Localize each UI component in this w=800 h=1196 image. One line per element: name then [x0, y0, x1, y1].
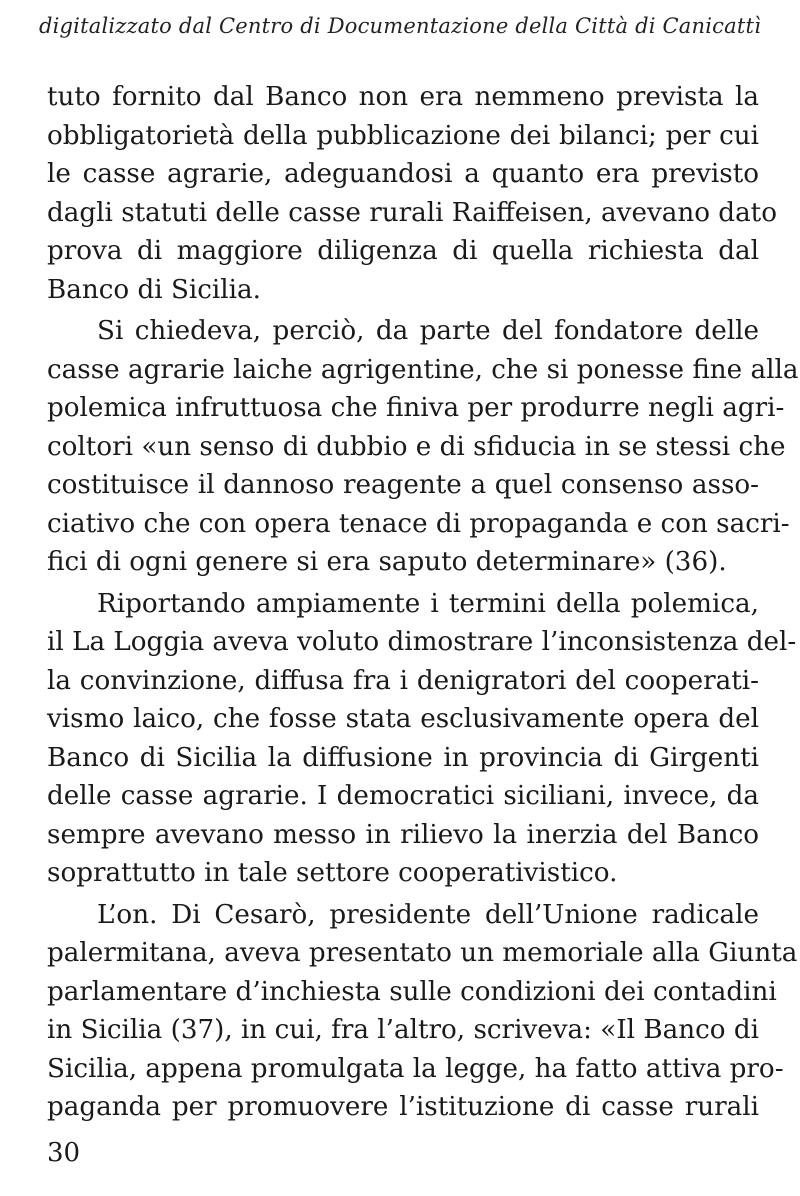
- text-line: coltori «un senso di dubbio e di sfiducia in se stessi che: [47, 431, 786, 462]
- text-line: in Sicilia (37), in cui, fra l’altro, scriveva: «Il Banco di: [47, 1015, 759, 1045]
- text-line: L’on. Di Cesarò, presidente dell’Unione radicale: [97, 899, 759, 930]
- text-line: Sicilia, appena promulgata la legge, ha fatto attiva pro-: [47, 1053, 784, 1084]
- text-line: parlamentare d’inchiesta sulle condizioni dei contadini: [47, 976, 777, 1007]
- text-line: paganda per promuovere l’istituzione di casse rurali: [47, 1092, 759, 1122]
- text-line: polemica infruttuosa che finiva per produrre negli agri-: [47, 393, 785, 423]
- text-line: prova di maggiore diligenza di quella richiesta dal: [47, 236, 759, 266]
- text-line: la convinzione, diffusa fra i denigratori del cooperati-: [47, 665, 759, 696]
- text-line: soprattutto in tale settore cooperativistico.: [47, 858, 618, 888]
- watermark-text: digitalizzato dal Centro di Documentazione della Città di Canicattì: [38, 14, 762, 38]
- text-line: sempre avevano messo in rilievo la inerzia del Banco: [47, 819, 759, 850]
- text-line: Banco di Sicilia la diffusione in provincia di Girgenti: [47, 742, 759, 773]
- page-number: 30: [47, 1138, 81, 1168]
- text-line: le casse agrarie, adeguandosi a quanto era previsto: [47, 159, 759, 189]
- text-line: vismo laico, che fosse stata esclusivamente opera del: [47, 704, 759, 734]
- text-line: fici di ogni genere si era saputo determinare» (36).: [47, 547, 727, 577]
- text-line: ciativo che con opera tenace di propaganda e con sacri-: [47, 508, 790, 539]
- text-line: il La Loggia aveva voluto dimostrare l’inconsistenza del-: [47, 627, 797, 657]
- text-line: dagli statuti delle casse rurali Raiffeisen, avevano dato: [47, 197, 777, 228]
- text-line: Si chiedeva, perciò, da parte del fondatore delle: [97, 316, 759, 346]
- text-line: delle casse agrarie. I democratici siciliani, invece, da: [47, 781, 759, 811]
- text-line: tuto fornito dal Banco non era nemmeno prevista la: [47, 82, 759, 112]
- text-line: Banco di Sicilia.: [47, 274, 261, 305]
- paragraph: [47, 78, 777, 309]
- page-body: [47, 78, 799, 1127]
- text-line: palermitana, aveva presentato un memoriale alla Giunta: [47, 938, 798, 968]
- paragraph: [47, 312, 799, 582]
- text-line: casse agrarie laiche agrigentine, che si ponesse fine alla: [47, 354, 799, 385]
- text-line: Riportando ampiamente i termini della polemica,: [97, 588, 759, 619]
- paragraph: [47, 585, 797, 893]
- text-line: obbligatorietà della pubblicazione dei bilanci; per cui: [47, 120, 759, 151]
- text-line: costituisce il dannoso reagente a quel consenso asso-: [47, 470, 759, 500]
- paragraph: [47, 896, 798, 1127]
